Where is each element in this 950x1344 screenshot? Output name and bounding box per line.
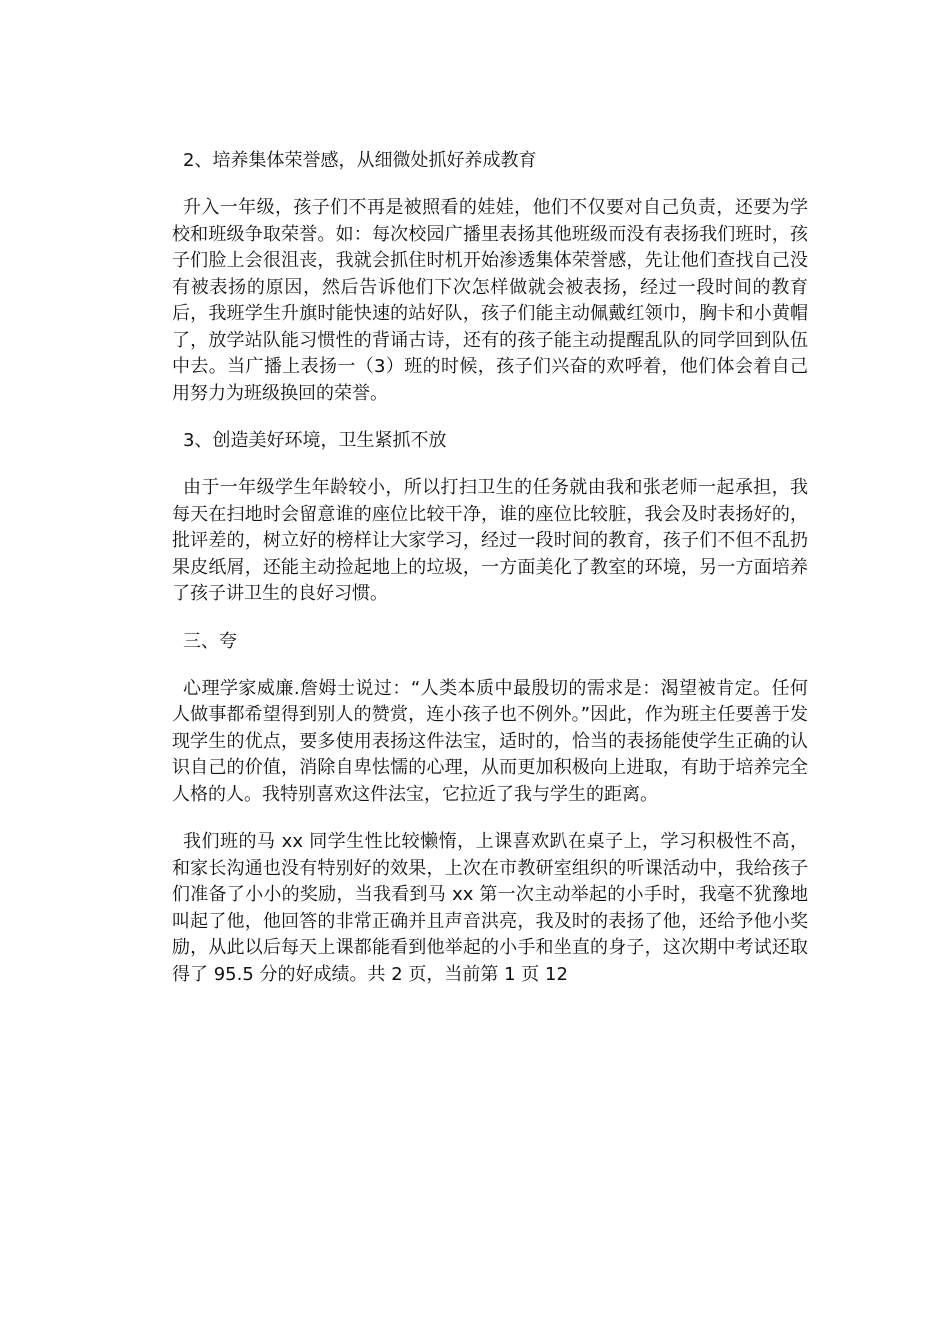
document-body bbox=[172, 148, 808, 1009]
section-heading-environment: 3、创造美好环境，卫生紧抓不放 bbox=[183, 430, 447, 451]
paragraph-student-story: 我们班的马 xx 同学生性比较懒惰，上课喜欢趴在桌子上，学习积极性不高，和家长沟通也没有特别好的效果，上次在市教研室组织的听课活动中，我给孩子们准备了小小的奖励，当我看到马 xx 第一次主动举起的小手时，我毫不犹豫地叫起了他，他回答的非常正确并且声音洪亮，我及时的表扬了他，还给予他小奖励，从此以后每天上课都能看到他举起的小手和坐直的身子，这次期中考试还取得了 95.5 分的好成绩。共 2 页，当前第 1 页 12 bbox=[172, 831, 808, 985]
section-heading-praise: 三、夸 bbox=[183, 630, 237, 652]
section-heading-collective-honor: 2、培养集体荣誉感，从细微处抓好养成教育 bbox=[183, 150, 537, 171]
paragraph-praise: 心理学家威廉.詹姆士说过：“人类本质中最殷切的需求是：渴望被肯定。任何人做事都希望得到别人的赞赏，连小孩子也不例外。”因此，作为班主任要善于发现学生的优点，要多使用表扬这件法宝，适时的，恰当的表扬能使学生正确的认识自己的价值，消除自卑怯懦的心理，从而更加积极向上进取，有助于培养完全人格的人。我特别喜欢这件法宝，它拉近了我与学生的距离。 bbox=[172, 677, 808, 805]
paragraph-environment: 由于一年级学生年龄较小，所以打扫卫生的任务就由我和张老师一起承担，我每天在扫地时会留意谁的座位比较干净，谁的座位比较脏，我会及时表扬好的，批评差的，树立好的榜样让大家学习，经过一段时间的教育，孩子们不但不乱扔果皮纸屑，还能主动捡起地上的垃圾，一方面美化了教室的环境，另一方面培养了孩子讲卫生的良好习惯。 bbox=[172, 477, 808, 604]
paragraph-collective-honor: 升入一年级，孩子们不再是被照看的娃娃，他们不仅要对自己负责，还要为学校和班级争取荣誉。如：每次校园广播里表扬其他班级而没有表扬我们班时，孩子们脸上会很沮丧，我就会抓住时机开始渗透集体荣誉感，先让他们查找自己没有被表扬的原因，然后告诉他们下次怎样做就会被表扬，经过一段时间的教育后，我班学生升旗时能快速的站好队，孩子们能主动佩戴红领巾，胸卡和小黄帽了，放学站队能习惯性的背诵古诗，还有的孩子能主动提醒乱队的同学回到队伍中去。当广播上表扬一（3）班的时候，孩子们兴奋的欢呼着，他们体会着自己用努力为班级换回的荣誉。 bbox=[172, 197, 808, 404]
